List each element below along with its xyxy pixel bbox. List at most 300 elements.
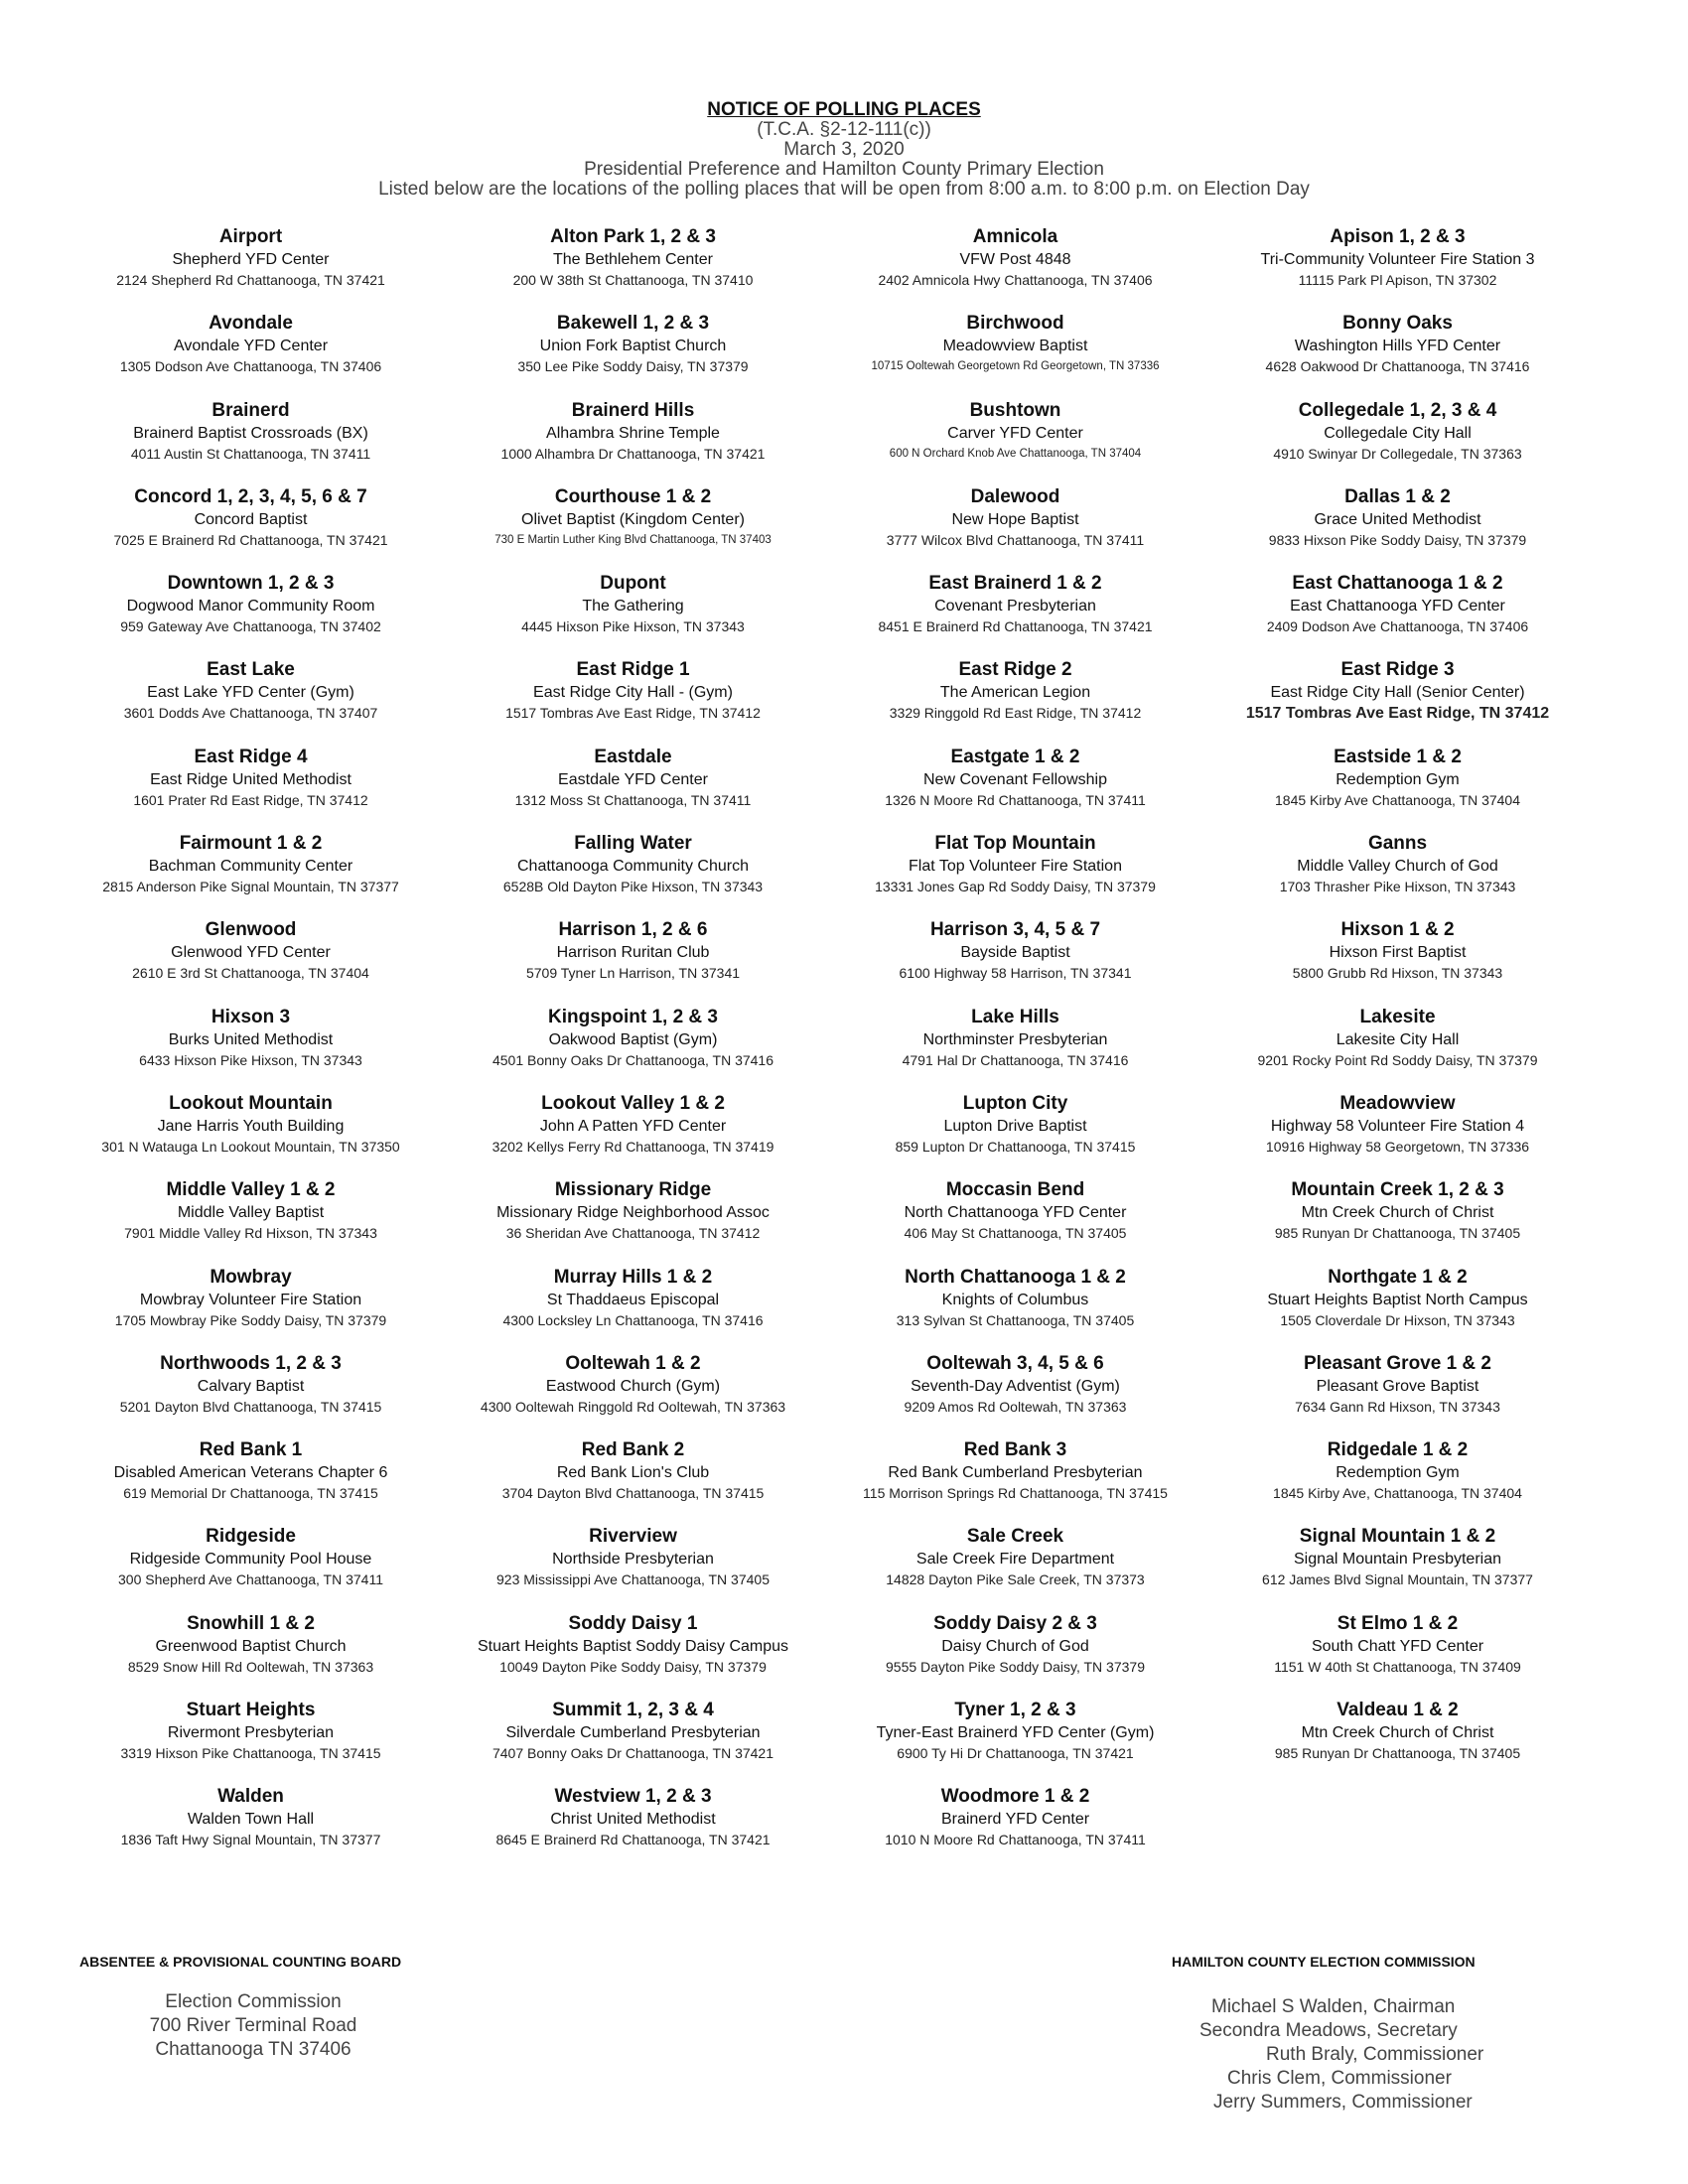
- election-name: Presidential Preference and Hamilton County Primary Election: [584, 159, 1104, 180]
- polling-venue: Daisy Church of God: [941, 1637, 1089, 1655]
- polling-place: [824, 1438, 1206, 1525]
- polling-address: 2402 Amnicola Hwy Chattanooga, TN 37406: [878, 272, 1153, 288]
- precinct-name: Northgate 1 & 2: [1328, 1266, 1468, 1288]
- polling-address: 4910 Swinyar Dr Collegedale, TN 37363: [1273, 445, 1522, 462]
- polling-address: 600 N Orchard Knob Ave Chattanooga, TN 37404: [889, 447, 1142, 460]
- precinct-name: Lookout Mountain: [169, 1092, 333, 1114]
- polling-address: 3319 Hixson Pike Chattanooga, TN 37415: [120, 1745, 381, 1762]
- polling-venue: Washington Hills YFD Center: [1294, 338, 1501, 355]
- precinct-name: Eastdale: [594, 746, 672, 767]
- precinct-name: Bonny Oaks: [1342, 313, 1453, 335]
- counting-board-address: [129, 1990, 377, 2062]
- precinct-name: Westview 1, 2 & 3: [554, 1786, 712, 1808]
- polling-address: 8529 Snow Hill Rd Ooltewah, TN 37363: [127, 1658, 374, 1675]
- commission-member: Ruth Braly, Commissioner: [1266, 2044, 1484, 2065]
- polling-place: [824, 1785, 1206, 1871]
- notice-header: [0, 99, 1688, 200]
- polling-address: 1703 Thrasher Pike Hixson, TN 37343: [1279, 879, 1516, 895]
- polling-place: [60, 1612, 442, 1699]
- polling-venue: East Chattanooga YFD Center: [1290, 598, 1505, 615]
- polling-address: 3202 Kellys Ferry Rd Chattanooga, TN 37419: [492, 1138, 774, 1155]
- precinct-name: St Elmo 1 & 2: [1336, 1612, 1459, 1634]
- polling-address: 406 May St Chattanooga, TN 37405: [904, 1225, 1127, 1242]
- polling-address: 3704 Dayton Blvd Chattanooga, TN 37415: [501, 1485, 765, 1502]
- polling-place: [442, 1178, 824, 1265]
- polling-address: 5201 Dayton Blvd Chattanooga, TN 37415: [119, 1398, 382, 1415]
- precinct-name: Walden: [217, 1786, 284, 1808]
- precinct-name: Glenwood: [205, 919, 297, 941]
- precinct-name: Harrison 1, 2 & 6: [558, 919, 708, 941]
- polling-address: 7634 Gann Rd Hixson, TN 37343: [1295, 1398, 1500, 1415]
- polling-place: [824, 1352, 1206, 1438]
- polling-address: 5709 Tyner Ln Harrison, TN 37341: [525, 965, 741, 982]
- polling-place: [60, 1266, 442, 1352]
- polling-venue: Bayside Baptist: [960, 944, 1070, 962]
- commission-member: Chris Clem, Commissioner: [1227, 2068, 1452, 2089]
- polling-venue: Tyner-East Brainerd YFD Center (Gym): [876, 1724, 1155, 1742]
- polling-venue: St Thaddaeus Episcopal: [546, 1291, 720, 1308]
- precinct-name: Airport: [218, 226, 283, 247]
- polling-address: 13331 Jones Gap Rd Soddy Daisy, TN 37379: [875, 879, 1156, 895]
- precinct-name: East Brainerd 1 & 2: [928, 573, 1102, 595]
- polling-venue: Rivermont Presbyterian: [167, 1724, 335, 1742]
- polling-venue: Grace United Methodist: [1314, 510, 1481, 528]
- polling-address: 10715 Ooltewah Georgetown Rd Georgetown, TN 37336: [871, 360, 1160, 373]
- polling-venue: Olivet Baptist (Kingdom Center): [521, 510, 745, 528]
- polling-address: 959 Gateway Ave Chattanooga, TN 37402: [120, 618, 381, 635]
- precinct-name: East Ridge 3: [1340, 659, 1455, 681]
- polling-address: 8645 E Brainerd Rd Chattanooga, TN 37421: [495, 1832, 771, 1848]
- precinct-name: Concord 1, 2, 3, 4, 5, 6 & 7: [134, 485, 367, 507]
- polling-venue: The American Legion: [939, 684, 1091, 702]
- polling-address: 1517 Tombras Ave East Ridge, TN 37412: [505, 705, 761, 722]
- polling-venue: Silverdale Cumberland Presbyterian: [505, 1724, 761, 1742]
- polling-address: 859 Lupton Dr Chattanooga, TN 37415: [895, 1138, 1136, 1155]
- polling-venue: Pleasant Grove Baptist: [1316, 1377, 1479, 1395]
- precinct-name: Ooltewah 1 & 2: [565, 1352, 701, 1374]
- precinct-name: East Lake: [207, 659, 295, 681]
- polling-address: 1305 Dodson Ave Chattanooga, TN 37406: [119, 358, 382, 375]
- polling-address: 1312 Moss St Chattanooga, TN 37411: [514, 791, 752, 808]
- polling-place: [442, 1612, 824, 1699]
- polling-venue: Walden Town Hall: [187, 1811, 315, 1829]
- polling-address: 10049 Dayton Pike Soddy Daisy, TN 37379: [499, 1658, 767, 1675]
- polling-venue: East Lake YFD Center (Gym): [147, 684, 354, 702]
- polling-place: [1206, 1266, 1589, 1352]
- commission-member: Michael S Walden, Chairman: [1211, 1996, 1456, 2017]
- precinct-name: Avondale: [209, 313, 293, 335]
- polling-address: 14828 Dayton Pike Sale Creek, TN 37373: [886, 1571, 1145, 1588]
- polling-place: [1206, 1438, 1589, 1525]
- polling-place: [824, 832, 1206, 918]
- polling-place: [824, 1699, 1206, 1785]
- polling-address: 1836 Taft Hwy Signal Mountain, TN 37377: [120, 1832, 381, 1848]
- polling-venue: Brainerd Baptist Crossroads (BX): [133, 424, 368, 442]
- polling-place: [824, 225, 1206, 312]
- polling-place: [824, 746, 1206, 832]
- polling-place: [1206, 1525, 1589, 1611]
- precinct-name: Meadowview: [1339, 1092, 1456, 1114]
- polling-place: [60, 399, 442, 485]
- precinct-name: Signal Mountain 1 & 2: [1299, 1526, 1496, 1548]
- precinct-name: Downtown 1, 2 & 3: [167, 573, 335, 595]
- polling-place: [1206, 832, 1589, 918]
- polling-address: 313 Sylvan St Chattanooga, TN 37405: [896, 1311, 1135, 1328]
- polling-place: [60, 1352, 442, 1438]
- polling-address: 1010 N Moore Rd Chattanooga, TN 37411: [885, 1832, 1146, 1848]
- precinct-name: Snowhill 1 & 2: [187, 1612, 315, 1634]
- polling-address: 4011 Austin St Chattanooga, TN 37411: [130, 445, 371, 462]
- polling-place: [824, 658, 1206, 745]
- polling-place: [442, 1699, 824, 1785]
- polling-place: [60, 1438, 442, 1525]
- notice-title: NOTICE OF POLLING PLACES: [707, 99, 981, 120]
- polling-place: [824, 1092, 1206, 1178]
- polling-venue: Sale Creek Fire Department: [915, 1551, 1115, 1569]
- polling-address: 923 Mississippi Ave Chattanooga, TN 37405: [496, 1571, 770, 1588]
- polling-address: 301 N Watauga Ln Lookout Mountain, TN 37350: [101, 1138, 400, 1155]
- polling-address: 300 Shepherd Ave Chattanooga, TN 37411: [118, 1571, 383, 1588]
- precinct-name: Ganns: [1367, 833, 1428, 855]
- polling-venue: Mtn Creek Church of Christ: [1301, 1204, 1494, 1222]
- counting-board-line: Election Commission: [165, 1991, 342, 2012]
- polling-address: 4300 Ooltewah Ringgold Rd Ooltewah, TN 37363: [480, 1398, 786, 1415]
- polling-place: [442, 918, 824, 1005]
- polling-address: 1705 Mowbray Pike Soddy Daisy, TN 37379: [114, 1311, 387, 1328]
- precinct-name: Falling Water: [574, 833, 692, 855]
- polling-venue: Calvary Baptist: [197, 1377, 305, 1395]
- polling-venue: Concord Baptist: [194, 510, 308, 528]
- polling-address: 9555 Dayton Pike Soddy Daisy, TN 37379: [886, 1658, 1145, 1675]
- polling-address: 2124 Shepherd Rd Chattanooga, TN 37421: [116, 272, 385, 288]
- polling-venue: Lakesite City Hall: [1336, 1030, 1460, 1048]
- polling-place: [824, 485, 1206, 572]
- precinct-name: East Ridge 4: [194, 746, 308, 767]
- polling-place: [1206, 399, 1589, 485]
- polling-venue: Highway 58 Volunteer Fire Station 4: [1270, 1117, 1525, 1135]
- polling-place: [442, 399, 824, 485]
- polling-venue: Chattanooga Community Church: [516, 858, 749, 876]
- precinct-name: Eastside 1 & 2: [1334, 746, 1462, 767]
- polling-venue: Alhambra Shrine Temple: [546, 424, 720, 442]
- polling-address: 3601 Dodds Ave Chattanooga, TN 37407: [123, 705, 378, 722]
- polling-venue: Missionary Ridge Neighborhood Assoc: [496, 1204, 770, 1222]
- polling-place: [60, 746, 442, 832]
- polling-venue: New Covenant Fellowship: [923, 770, 1107, 788]
- polling-address: 9201 Rocky Point Rd Soddy Daisy, TN 37379: [1257, 1051, 1538, 1068]
- precinct-name: Red Bank 3: [963, 1439, 1067, 1461]
- precinct-name: Birchwood: [966, 313, 1064, 335]
- counting-board-line: 700 River Terminal Road: [149, 2015, 357, 2036]
- polling-address: 350 Lee Pike Soddy Daisy, TN 37379: [517, 358, 749, 375]
- election-date: March 3, 2020: [783, 139, 905, 160]
- polling-place: [442, 746, 824, 832]
- precinct-name: Brainerd: [211, 399, 290, 421]
- precinct-name: Red Bank 1: [199, 1439, 303, 1461]
- polling-place: [60, 832, 442, 918]
- polling-place: [60, 572, 442, 658]
- precinct-name: Ridgedale 1 & 2: [1327, 1439, 1469, 1461]
- polling-venue: Mtn Creek Church of Christ: [1301, 1724, 1494, 1742]
- polling-place: [1206, 1006, 1589, 1092]
- polling-place: [442, 1785, 824, 1871]
- polling-address: 985 Runyan Dr Chattanooga, TN 37405: [1274, 1225, 1521, 1242]
- polling-venue: Burks United Methodist: [168, 1030, 334, 1048]
- polling-place: [824, 1525, 1206, 1611]
- commission-title: HAMILTON COUNTY ELECTION COMMISSION: [1172, 1954, 1476, 1970]
- precinct-name: Flat Top Mountain: [934, 833, 1096, 855]
- polling-place: [1206, 746, 1589, 832]
- polling-place: [60, 1178, 442, 1265]
- precinct-name: Ooltewah 3, 4, 5 & 6: [926, 1352, 1104, 1374]
- polling-address: 7901 Middle Valley Rd Hixson, TN 37343: [124, 1225, 377, 1242]
- polling-place: [1206, 1092, 1589, 1178]
- polling-venue: Carver YFD Center: [947, 424, 1083, 442]
- polling-address: 3777 Wilcox Blvd Chattanooga, TN 37411: [886, 531, 1145, 548]
- precinct-name: Sale Creek: [966, 1526, 1064, 1548]
- polling-venue: East Ridge City Hall - (Gym): [533, 684, 733, 702]
- precinct-name: Lakesite: [1359, 1006, 1436, 1027]
- polling-venue: Ridgeside Community Pool House: [129, 1551, 372, 1569]
- polling-address: 5800 Grubb Rd Hixson, TN 37343: [1292, 965, 1503, 982]
- polling-venue: Flat Top Volunteer Fire Station: [909, 858, 1122, 876]
- precinct-name: Lake Hills: [971, 1006, 1059, 1027]
- precinct-name: Murray Hills 1 & 2: [553, 1266, 713, 1288]
- precinct-name: Ridgeside: [206, 1526, 296, 1548]
- polling-venue: Tri-Community Volunteer Fire Station 3: [1260, 251, 1535, 268]
- polling-place: [1206, 1612, 1589, 1699]
- polling-venue: East Ridge City Hall (Senior Center): [1270, 684, 1525, 702]
- polling-address: 10916 Highway 58 Georgetown, TN 37336: [1265, 1138, 1530, 1155]
- precinct-name: Valdeau 1 & 2: [1336, 1700, 1459, 1721]
- polling-venue: Seventh-Day Adventist (Gym): [911, 1377, 1120, 1395]
- precinct-name: Dallas 1 & 2: [1344, 485, 1451, 507]
- polling-place: [442, 1006, 824, 1092]
- polling-venue: VFW Post 4848: [959, 251, 1071, 268]
- polling-place: [442, 312, 824, 398]
- precinct-name: Stuart Heights: [186, 1700, 316, 1721]
- precinct-name: Riverview: [589, 1526, 677, 1548]
- polling-place: [1206, 1178, 1589, 1265]
- polling-address: 4628 Oakwood Dr Chattanooga, TN 37416: [1265, 358, 1530, 375]
- polling-place: [442, 832, 824, 918]
- polling-place: [1206, 485, 1589, 572]
- polling-venue: Hixson First Baptist: [1329, 944, 1467, 962]
- polling-venue: Mowbray Volunteer Fire Station: [139, 1291, 362, 1308]
- polling-venue: Signal Mountain Presbyterian: [1293, 1551, 1501, 1569]
- precinct-name: Soddy Daisy 1: [568, 1612, 698, 1634]
- polling-venue: John A Patten YFD Center: [539, 1117, 727, 1135]
- polling-address: 115 Morrison Springs Rd Chattanooga, TN 37415: [863, 1485, 1168, 1502]
- polling-venue: Dogwood Manor Community Room: [126, 598, 375, 615]
- polling-address: 11115 Park Pl Apison, TN 37302: [1298, 272, 1497, 288]
- polling-place: [824, 918, 1206, 1005]
- polling-venue: South Chatt YFD Center: [1311, 1637, 1484, 1655]
- polling-place: [442, 1352, 824, 1438]
- precinct-name: Mowbray: [210, 1266, 292, 1288]
- precinct-name: Dalewood: [970, 485, 1060, 507]
- polling-venue: Avondale YFD Center: [173, 338, 329, 355]
- polling-place: [442, 572, 824, 658]
- commission-member: Secondra Meadows, Secretary: [1199, 2020, 1458, 2041]
- precinct-name: Fairmount 1 & 2: [179, 833, 323, 855]
- polling-place: [442, 225, 824, 312]
- counting-board-title: ABSENTEE & PROVISIONAL COUNTING BOARD: [79, 1954, 402, 1970]
- polling-venue: Shepherd YFD Center: [172, 251, 330, 268]
- precinct-name: Moccasin Bend: [945, 1179, 1085, 1201]
- polling-venue: Union Fork Baptist Church: [539, 338, 727, 355]
- polling-venue: Stuart Heights Baptist Soddy Daisy Campus: [477, 1637, 789, 1655]
- precinct-name: Middle Valley 1 & 2: [166, 1179, 336, 1201]
- polling-place: [824, 1612, 1206, 1699]
- polling-venue: Middle Valley Church of God: [1297, 858, 1498, 876]
- polling-venue: North Chattanooga YFD Center: [904, 1204, 1127, 1222]
- polling-place: [60, 1699, 442, 1785]
- precinct-name: Brainerd Hills: [571, 399, 695, 421]
- polling-address: 4791 Hal Dr Chattanooga, TN 37416: [902, 1051, 1129, 1068]
- polling-place: [60, 658, 442, 745]
- polling-address: 6528B Old Dayton Pike Hixson, TN 37343: [502, 879, 764, 895]
- polling-address: 985 Runyan Dr Chattanooga, TN 37405: [1274, 1745, 1521, 1762]
- polling-venue: Redemption Gym: [1336, 770, 1460, 788]
- polling-place: [1206, 918, 1589, 1005]
- polling-place: [442, 485, 824, 572]
- statute-reference: (T.C.A. §2-12-111(c)): [757, 119, 931, 140]
- polling-venue: Stuart Heights Baptist North Campus: [1267, 1291, 1528, 1308]
- polling-address: 612 James Blvd Signal Mountain, TN 37377: [1262, 1571, 1533, 1588]
- precinct-name: Northwoods 1, 2 & 3: [160, 1352, 342, 1374]
- polling-place: [60, 1092, 442, 1178]
- polling-places-grid: [60, 225, 1589, 1872]
- polling-address: 2815 Anderson Pike Signal Mountain, TN 37377: [102, 879, 399, 895]
- polling-venue: Northside Presbyterian: [552, 1551, 714, 1569]
- polling-address: 2409 Dodson Ave Chattanooga, TN 37406: [1266, 618, 1529, 635]
- polling-address: 36 Sheridan Ave Chattanooga, TN 37412: [505, 1225, 761, 1242]
- polling-place: [824, 399, 1206, 485]
- polling-venue: The Bethlehem Center: [553, 251, 713, 268]
- precinct-name: Eastgate 1 & 2: [950, 746, 1080, 767]
- polling-address: 1845 Kirby Ave, Chattanooga, TN 37404: [1273, 1485, 1522, 1502]
- polling-venue: Greenwood Baptist Church: [155, 1637, 347, 1655]
- precinct-name: Soddy Daisy 2 & 3: [933, 1612, 1097, 1634]
- precinct-name: Tyner 1, 2 & 3: [954, 1700, 1076, 1721]
- precinct-name: Kingspoint 1, 2 & 3: [547, 1006, 719, 1027]
- polling-venue: Eastdale YFD Center: [558, 770, 708, 788]
- polling-address: 4501 Bonny Oaks Dr Chattanooga, TN 37416: [492, 1051, 774, 1068]
- polling-place: [1206, 658, 1589, 745]
- precinct-name: Red Bank 2: [581, 1439, 685, 1461]
- polling-venue: Disabled American Veterans Chapter 6: [113, 1464, 388, 1482]
- notice-description: Listed below are the locations of the polling places that will be open from 8:00 a.m. to 8:00 p.m. on Election Day: [378, 179, 1310, 200]
- polling-address: 1845 Kirby Ave Chattanooga, TN 37404: [1275, 791, 1520, 808]
- polling-address: 730 E Martin Luther King Blvd Chattanooga, TN 37403: [494, 533, 772, 546]
- polling-address: 6433 Hixson Pike Hixson, TN 37343: [139, 1051, 362, 1068]
- precinct-name: Bushtown: [969, 399, 1061, 421]
- polling-venue: East Ridge United Methodist: [150, 770, 352, 788]
- polling-place: [824, 1006, 1206, 1092]
- precinct-name: North Chattanooga 1 & 2: [905, 1266, 1126, 1288]
- polling-venue: Brainerd YFD Center: [940, 1811, 1090, 1829]
- polling-place: [1206, 225, 1589, 312]
- polling-place: [442, 1266, 824, 1352]
- polling-place: [442, 1092, 824, 1178]
- polling-address: 200 W 38th St Chattanooga, TN 37410: [512, 272, 754, 288]
- precinct-name: Apison 1, 2 & 3: [1330, 226, 1466, 247]
- polling-address: 8451 E Brainerd Rd Chattanooga, TN 37421: [878, 618, 1153, 635]
- polling-venue: Redemption Gym: [1336, 1464, 1460, 1482]
- polling-address: 1326 N Moore Rd Chattanooga, TN 37411: [885, 791, 1146, 808]
- precinct-name: Alton Park 1, 2 & 3: [550, 226, 716, 247]
- polling-venue: New Hope Baptist: [951, 510, 1079, 528]
- polling-address: 4445 Hixson Pike Hixson, TN 37343: [521, 618, 745, 635]
- precinct-name: Pleasant Grove 1 & 2: [1303, 1352, 1492, 1374]
- precinct-name: Woodmore 1 & 2: [940, 1786, 1090, 1808]
- polling-place: [60, 918, 442, 1005]
- polling-venue: Red Bank Cumberland Presbyterian: [888, 1464, 1143, 1482]
- polling-address: 9209 Amos Rd Ooltewah, TN 37363: [904, 1398, 1127, 1415]
- polling-venue: Eastwood Church (Gym): [545, 1377, 721, 1395]
- polling-address: 6100 Highway 58 Harrison, TN 37341: [899, 965, 1132, 982]
- precinct-name: Amnicola: [972, 226, 1058, 247]
- polling-address: 1151 W 40th St Chattanooga, TN 37409: [1274, 1658, 1521, 1675]
- polling-place: [60, 312, 442, 398]
- polling-address: 9833 Hixson Pike Soddy Daisy, TN 37379: [1268, 531, 1527, 548]
- polling-place: [824, 572, 1206, 658]
- polling-venue: Lupton Drive Baptist: [943, 1117, 1087, 1135]
- polling-place: [824, 1178, 1206, 1265]
- polling-venue: Bachman Community Center: [148, 858, 353, 876]
- precinct-name: Hixson 3: [211, 1006, 291, 1027]
- polling-place: [60, 1525, 442, 1611]
- polling-address: 7025 E Brainerd Rd Chattanooga, TN 37421: [113, 531, 388, 548]
- polling-address: 3329 Ringgold Rd East Ridge, TN 37412: [889, 705, 1142, 722]
- precinct-name: Lupton City: [962, 1092, 1068, 1114]
- polling-address: 2610 E 3rd St Chattanooga, TN 37404: [132, 965, 369, 982]
- precinct-name: Collegedale 1, 2, 3 & 4: [1298, 399, 1497, 421]
- polling-venue: Jane Harris Youth Building: [157, 1117, 345, 1135]
- polling-place: [442, 1438, 824, 1525]
- polling-venue: Meadowview Baptist: [942, 338, 1088, 355]
- commission-members: [1172, 1995, 1509, 2115]
- polling-address: 1601 Prater Rd East Ridge, TN 37412: [133, 791, 368, 808]
- polling-place: [1206, 312, 1589, 398]
- precinct-name: Lookout Valley 1 & 2: [541, 1092, 725, 1114]
- precinct-name: Bakewell 1, 2 & 3: [556, 313, 710, 335]
- polling-address: 1517 Tombras Ave East Ridge, TN 37412: [1245, 705, 1550, 723]
- precinct-name: East Ridge 2: [958, 659, 1072, 681]
- precinct-name: East Ridge 1: [576, 659, 690, 681]
- commission-member: Jerry Summers, Commissioner: [1213, 2092, 1473, 2113]
- precinct-name: Harrison 3, 4, 5 & 7: [929, 919, 1101, 941]
- polling-place: [1206, 572, 1589, 658]
- polling-address: 4300 Locksley Ln Chattanooga, TN 37416: [502, 1311, 764, 1328]
- polling-venue: The Gathering: [582, 598, 684, 615]
- polling-place: [442, 1525, 824, 1611]
- precinct-name: Courthouse 1 & 2: [554, 485, 712, 507]
- polling-venue: Christ United Methodist: [550, 1811, 716, 1829]
- polling-place: [442, 658, 824, 745]
- polling-place: [60, 1785, 442, 1871]
- precinct-name: Mountain Creek 1, 2 & 3: [1291, 1179, 1504, 1201]
- polling-venue: Northminster Presbyterian: [922, 1030, 1108, 1048]
- precinct-name: Dupont: [600, 573, 666, 595]
- polling-place: [60, 1006, 442, 1092]
- polling-venue: Red Bank Lion's Club: [556, 1464, 710, 1482]
- polling-place: [824, 1266, 1206, 1352]
- precinct-name: Summit 1, 2, 3 & 4: [552, 1700, 714, 1721]
- polling-address: 1000 Alhambra Dr Chattanooga, TN 37421: [500, 445, 766, 462]
- polling-venue: Middle Valley Baptist: [177, 1204, 325, 1222]
